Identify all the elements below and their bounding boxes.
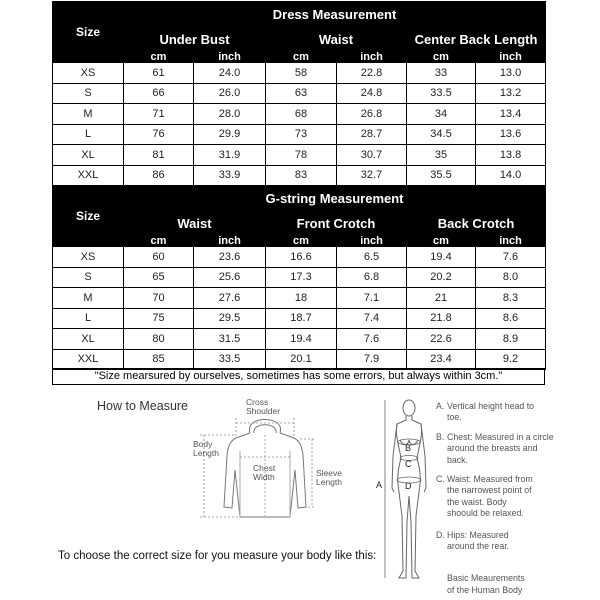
measurement-cell: 28.7 bbox=[337, 124, 407, 145]
table-row bbox=[53, 288, 546, 309]
measurement-cell: 25.6 bbox=[194, 267, 266, 288]
measurement-cell: 68 bbox=[266, 104, 337, 125]
unit-header: cm bbox=[407, 52, 476, 63]
measurement-cell: 18 bbox=[266, 288, 337, 309]
cross-shoulder-label: Cross bbox=[246, 397, 269, 407]
measurement-cell: 33.9 bbox=[194, 165, 266, 186]
measurement-cell: 14.0 bbox=[476, 165, 546, 186]
measurement-cell: 8.6 bbox=[476, 308, 546, 329]
sleeve-length-label: Length bbox=[316, 477, 342, 487]
choose-size-instruction: To choose the correct size for you measure your body like this: bbox=[58, 550, 377, 562]
chest-width-label: Chest bbox=[253, 463, 276, 473]
measurement-cell: 34 bbox=[407, 104, 476, 125]
measurement-cell: 8.9 bbox=[476, 329, 546, 350]
measurement-cell: 65 bbox=[124, 267, 194, 288]
table-title: Dress Measurement bbox=[124, 2, 546, 27]
size-cell: XS bbox=[53, 63, 124, 84]
measurement-cell: 23.6 bbox=[194, 247, 266, 268]
body-length-label: Length bbox=[193, 448, 219, 458]
measurement-cell: 80 bbox=[124, 329, 194, 350]
note-letter: A. bbox=[436, 401, 445, 411]
measurement-cell: 27.6 bbox=[194, 288, 266, 309]
gstring-rows bbox=[53, 247, 546, 370]
measurement-cell: 34.5 bbox=[407, 124, 476, 145]
measurement-cell: 7.4 bbox=[337, 308, 407, 329]
measurement-cell: 21 bbox=[407, 288, 476, 309]
measurement-cell: 29.5 bbox=[194, 308, 266, 329]
table-row bbox=[53, 267, 546, 288]
group-header: Under Bust bbox=[124, 27, 266, 52]
measurement-cell: 6.8 bbox=[337, 267, 407, 288]
measurement-cell: 7.6 bbox=[337, 329, 407, 350]
note-chest bbox=[436, 432, 596, 466]
group-header: Back Crotch bbox=[407, 211, 546, 236]
note-letter: D. bbox=[436, 529, 445, 540]
measurement-cell: 76 bbox=[124, 124, 194, 145]
note-hips bbox=[436, 530, 596, 553]
measurement-cell: 22.6 bbox=[407, 329, 476, 350]
measurement-cell: 21.8 bbox=[407, 308, 476, 329]
cross-shoulder-label: Shoulder bbox=[246, 406, 281, 416]
measurement-cell: 29.9 bbox=[194, 124, 266, 145]
chest-width-label: Width bbox=[253, 472, 275, 482]
measurement-cell: 7.6 bbox=[476, 247, 546, 268]
sleeve-length-label: Sleeve bbox=[316, 468, 342, 478]
measurement-cell: 13.4 bbox=[476, 104, 546, 125]
chest-letter: B bbox=[405, 443, 412, 453]
size-header: Size bbox=[53, 2, 124, 63]
measurement-cell: 23.4 bbox=[407, 349, 476, 370]
table-row bbox=[53, 308, 546, 329]
measurement-cell: 35.5 bbox=[407, 165, 476, 186]
unit-header: inch bbox=[337, 236, 407, 247]
measurement-cell: 6.5 bbox=[337, 247, 407, 268]
measurement-cell: 19.4 bbox=[266, 329, 337, 350]
note-text: Chest: Measured in a circle around the breasts and back. bbox=[447, 431, 554, 465]
measurement-cell: 8.0 bbox=[476, 267, 546, 288]
hoodie-measurement-diagram bbox=[180, 395, 355, 530]
group-header: Front Crotch bbox=[266, 211, 407, 236]
table-row bbox=[53, 63, 546, 84]
dress-measurement-table bbox=[52, 1, 546, 186]
measurement-cell: 78 bbox=[266, 145, 337, 166]
unit-header: cm bbox=[407, 236, 476, 247]
unit-header: cm bbox=[266, 52, 337, 63]
measurement-cell: 33 bbox=[407, 63, 476, 84]
measurement-cell: 85 bbox=[124, 349, 194, 370]
body-length-label: Body bbox=[193, 439, 213, 449]
table-row bbox=[53, 247, 546, 268]
unit-header: cm bbox=[124, 52, 194, 63]
body-diagram-caption: of the Human Body bbox=[447, 585, 523, 595]
measurement-cell: 26.8 bbox=[337, 104, 407, 125]
measurement-cell: 24.0 bbox=[194, 63, 266, 84]
measurement-cell: 19.4 bbox=[407, 247, 476, 268]
unit-header: inch bbox=[337, 52, 407, 63]
measurement-cell: 33.5 bbox=[194, 349, 266, 370]
size-cell: L bbox=[53, 308, 124, 329]
note-text: Vertical height head to toe. bbox=[447, 401, 535, 423]
table-row bbox=[53, 145, 546, 166]
measurement-cell: 35 bbox=[407, 145, 476, 166]
unit-header: cm bbox=[124, 236, 194, 247]
note-text: Hips: Measured around the rear. bbox=[447, 529, 510, 552]
size-cell: XXL bbox=[53, 349, 124, 370]
group-header: Center Back Length bbox=[407, 27, 546, 52]
how-to-measure-title: How to Measure bbox=[97, 399, 189, 413]
size-cell: M bbox=[53, 288, 124, 309]
unit-header: inch bbox=[194, 52, 266, 63]
measurement-cell: 9.2 bbox=[476, 349, 546, 370]
measurement-cell: 20.2 bbox=[407, 267, 476, 288]
measurement-cell: 83 bbox=[266, 165, 337, 186]
measurement-cell: 18.7 bbox=[266, 308, 337, 329]
size-disclaimer-note: "Size mearsured by ourselves, sometimes has some errors, but always within 3cm." bbox=[52, 368, 545, 385]
measurement-notes bbox=[436, 401, 596, 556]
size-cell: L bbox=[53, 124, 124, 145]
unit-header: inch bbox=[476, 52, 546, 63]
measurement-cell: 58 bbox=[266, 63, 337, 84]
measurement-cell: 30.7 bbox=[337, 145, 407, 166]
measurement-cell: 31.5 bbox=[194, 329, 266, 350]
measurement-cell: 32.7 bbox=[337, 165, 407, 186]
measurement-cell: 13.2 bbox=[476, 83, 546, 104]
size-header: Size bbox=[53, 186, 124, 247]
measurement-cell: 70 bbox=[124, 288, 194, 309]
measurement-cell: 60 bbox=[124, 247, 194, 268]
measurement-cell: 7.9 bbox=[337, 349, 407, 370]
table-row bbox=[53, 124, 546, 145]
measurement-cell: 13.0 bbox=[476, 63, 546, 84]
hips-letter: D bbox=[405, 481, 412, 491]
size-cell: S bbox=[53, 83, 124, 104]
size-cell: XL bbox=[53, 329, 124, 350]
table-title: G-string Measurement bbox=[124, 186, 546, 211]
measurement-cell: 26.0 bbox=[194, 83, 266, 104]
human-body-diagram bbox=[373, 396, 435, 586]
table-row bbox=[53, 165, 546, 186]
measurement-cell: 7.1 bbox=[337, 288, 407, 309]
measurement-cell: 31.9 bbox=[194, 145, 266, 166]
measurement-cell: 61 bbox=[124, 63, 194, 84]
table-row bbox=[53, 349, 546, 370]
waist-letter: C bbox=[405, 459, 412, 469]
size-cell: M bbox=[53, 104, 124, 125]
measurement-cell: 75 bbox=[124, 308, 194, 329]
unit-header: inch bbox=[194, 236, 266, 247]
measurement-cell: 28.0 bbox=[194, 104, 266, 125]
measurement-cell: 22.8 bbox=[337, 63, 407, 84]
measurement-cell: 20.1 bbox=[266, 349, 337, 370]
note-waist bbox=[436, 474, 596, 520]
measurement-cell: 86 bbox=[124, 165, 194, 186]
measurement-cell: 33.5 bbox=[407, 83, 476, 104]
measurement-cell: 24.8 bbox=[337, 83, 407, 104]
table-row bbox=[53, 329, 546, 350]
gstring-measurement-table bbox=[52, 185, 546, 370]
group-header: Waist bbox=[266, 27, 407, 52]
table-row bbox=[53, 104, 546, 125]
measurement-cell: 71 bbox=[124, 104, 194, 125]
height-letter: A bbox=[376, 480, 383, 490]
size-cell: S bbox=[53, 267, 124, 288]
size-cell: XL bbox=[53, 145, 124, 166]
group-header: Waist bbox=[124, 211, 266, 236]
note-text: Waist: Measured from the narrowest point of the waist. Body shoould be relaxed. bbox=[447, 474, 533, 519]
unit-header: cm bbox=[266, 236, 337, 247]
measurement-cell: 17.3 bbox=[266, 267, 337, 288]
measurement-cell: 16.6 bbox=[266, 247, 337, 268]
measurement-cell: 8.3 bbox=[476, 288, 546, 309]
measurement-cell: 81 bbox=[124, 145, 194, 166]
measurement-cell: 73 bbox=[266, 124, 337, 145]
table-row bbox=[53, 83, 546, 104]
note-letter: B. bbox=[436, 431, 445, 442]
size-cell: XXL bbox=[53, 165, 124, 186]
measurement-cell: 13.6 bbox=[476, 124, 546, 145]
size-cell: XS bbox=[53, 247, 124, 268]
note-letter: C. bbox=[436, 474, 445, 485]
note-height bbox=[436, 401, 596, 424]
body-diagram-caption: Basic Meaurements bbox=[447, 573, 525, 583]
measurement-cell: 13.8 bbox=[476, 145, 546, 166]
measurement-cell: 63 bbox=[266, 83, 337, 104]
unit-header: inch bbox=[476, 236, 546, 247]
measurement-cell: 66 bbox=[124, 83, 194, 104]
dress-rows bbox=[53, 63, 546, 186]
